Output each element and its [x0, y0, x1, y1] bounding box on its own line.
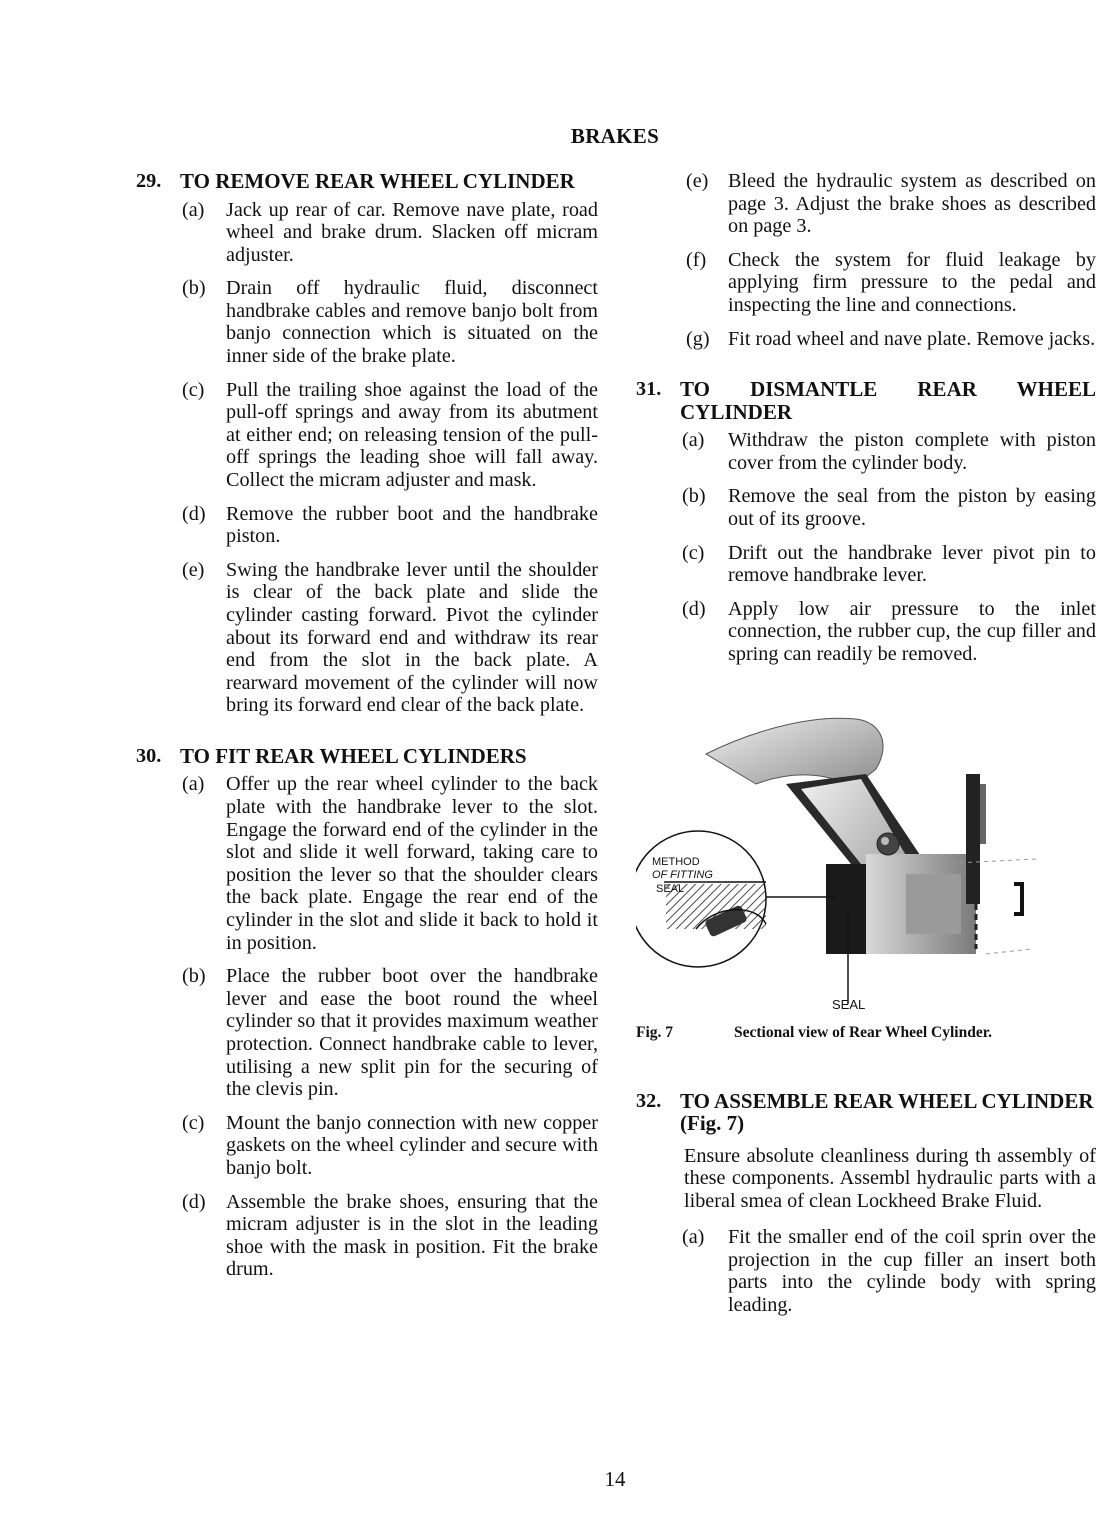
step-label: (d)	[182, 502, 206, 525]
step-text: Remove the rubber boot and the handbrake piston.	[226, 502, 598, 548]
step-item	[136, 277, 598, 367]
step-item	[636, 249, 1096, 317]
step-text: Jack up rear of car. Remove nave plate, road wheel and brake drum. Slacken off micram adjuster.	[226, 198, 598, 266]
figure-number: Fig. 7	[636, 1023, 674, 1041]
step-list	[136, 773, 598, 1280]
section-number: 30.	[136, 744, 162, 767]
step-text: Mount the banjo connection with new copper gaskets on the wheel cylinder and secure with banjo bolt.	[226, 1111, 598, 1179]
step-item	[636, 598, 1096, 666]
step-item	[136, 503, 598, 548]
step-item	[136, 773, 598, 954]
step-text: Bleed the hydraulic system as described on page 3. Adjust the brake shoes as described on page 3.	[728, 170, 1096, 238]
right-column	[636, 170, 1096, 1339]
step-item	[136, 1191, 598, 1281]
step-label: (g)	[686, 327, 710, 350]
step-label: (d)	[682, 597, 706, 620]
section-intro: Ensure absolute cleanliness during th assembly of these components. Assembl hydraulic parts with a liberal smea of clean Lockheed Brake Fluid.	[684, 1144, 1096, 1212]
step-text: Drift out the handbrake lever pivot pin to remove handbrake lever.	[728, 541, 1096, 587]
section-title: TO FIT REAR WHEEL CYLINDERS	[180, 743, 527, 768]
section-32	[636, 1090, 1096, 1317]
page-number: 14	[604, 1467, 626, 1491]
step-label: (e)	[686, 170, 709, 192]
step-label: (f)	[686, 248, 707, 271]
step-label: (b)	[182, 965, 206, 988]
step-item	[136, 199, 598, 267]
step-text: Swing the handbrake lever until the shoulder is clear of the back plate and slide the cylinder casting forward. Pivot the cylinder about its forward end and withdraw its rear end from the slot in the back plate. A rearward movement of the cylinder will now bring its forward end clear of the back plate.	[226, 558, 598, 717]
step-item	[636, 170, 1096, 238]
step-item	[636, 328, 1096, 351]
figure-caption-text: Sectional view of Rear Wheel Cylinder.	[734, 1023, 993, 1041]
step-text: Drain off hydraulic fluid, disconnect handbrake cables and remove banjo bolt from banjo connection which is situated on the inner side of the brake plate.	[226, 277, 598, 368]
step-text: Withdraw the piston complete with piston cover from the cylinder body.	[728, 429, 1096, 474]
section-number: 29.	[136, 170, 162, 192]
step-text: Fit road wheel and nave plate. Remove jacks.	[728, 327, 1096, 350]
step-text: Place the rubber boot over the handbrake lever and ease the boot round the wheel cylinder so that it provides maximum weather protection. Connect handbrake cable to lever, utilising a new split pin for the securing of the clevis pin.	[226, 965, 598, 1101]
step-text: Offer up the rear wheel cylinder to the back plate with the handbrake lever to the slot. Engage the forward end of the cylinder in the slot and slide it well forward, taking care to position the lever so that the shoulder clears the back plate. Engage the rear end of the cylinder in the slot and slide it back to hold it in position.	[226, 773, 598, 954]
step-text: Check the system for fluid leakage by applying firm pressure to the pedal and inspecting the line and connections.	[728, 248, 1096, 316]
section-number: 32.	[636, 1089, 662, 1112]
figure-caption	[636, 1022, 1096, 1044]
step-text: Assemble the brake shoes, ensuring that the micram adjuster is in the slot in the leading shoe with the mask in position. Fit the brake drum.	[226, 1190, 598, 1281]
section-title: TO DISMANTLE REAR WHEEL CYLINDER	[680, 377, 1096, 424]
step-list	[136, 199, 598, 717]
figure-wheel-cylinder	[636, 714, 1096, 1014]
seal-label: SEAL	[832, 996, 866, 1012]
inset-label-seal: SEAL	[656, 882, 685, 895]
step-list	[636, 1226, 1096, 1316]
step-label: (a)	[682, 1226, 705, 1249]
step-item	[636, 1226, 1096, 1316]
step-text: Pull the trailing shoe against the load of the pull-off springs and away from its abutment at either end; on releasing tension of the pull-off springs the leading shoe will fall away. Collect the micram adjuster and mask.	[226, 378, 598, 492]
step-item	[136, 965, 598, 1101]
step-label: (a)	[182, 198, 205, 221]
step-label: (b)	[182, 277, 206, 300]
step-label: (c)	[182, 378, 205, 401]
left-column	[136, 170, 598, 1303]
step-list-continued	[636, 170, 1096, 350]
step-label: (d)	[182, 1190, 206, 1213]
step-item	[136, 379, 598, 492]
section-number: 31.	[636, 378, 662, 401]
step-item	[136, 559, 598, 717]
step-label: (e)	[182, 558, 205, 581]
step-list	[636, 429, 1096, 665]
step-label: (b)	[682, 485, 706, 508]
step-label: (a)	[182, 773, 205, 796]
step-label: (c)	[182, 1111, 205, 1134]
section-31	[636, 378, 1096, 665]
step-item	[136, 1112, 598, 1180]
inset-label-fitting: OF FITTING	[652, 868, 713, 881]
section-30	[136, 745, 598, 1281]
step-item	[636, 429, 1096, 474]
section-title: TO REMOVE REAR WHEEL CYLINDER	[180, 169, 575, 193]
page-title: BRAKES	[570, 124, 660, 148]
step-text: Fit the smaller end of the coil sprin over the projection in the cup filler an insert both parts into the cylinde body with spring leading.	[728, 1226, 1096, 1317]
step-item	[636, 485, 1096, 530]
step-text: Remove the seal from the piston by easing out of its groove.	[728, 485, 1096, 530]
step-label: (c)	[682, 541, 705, 564]
step-text: Apply low air pressure to the inlet connection, the rubber cup, the cup filler and spring can readily be removed.	[728, 597, 1096, 665]
step-item	[636, 542, 1096, 587]
step-label: (a)	[682, 429, 705, 452]
section-title: TO ASSEMBLE REAR WHEEL CYLINDER (Fig. 7)	[680, 1088, 1094, 1135]
inset-label-method: METHOD	[652, 855, 700, 868]
section-29	[136, 170, 598, 717]
